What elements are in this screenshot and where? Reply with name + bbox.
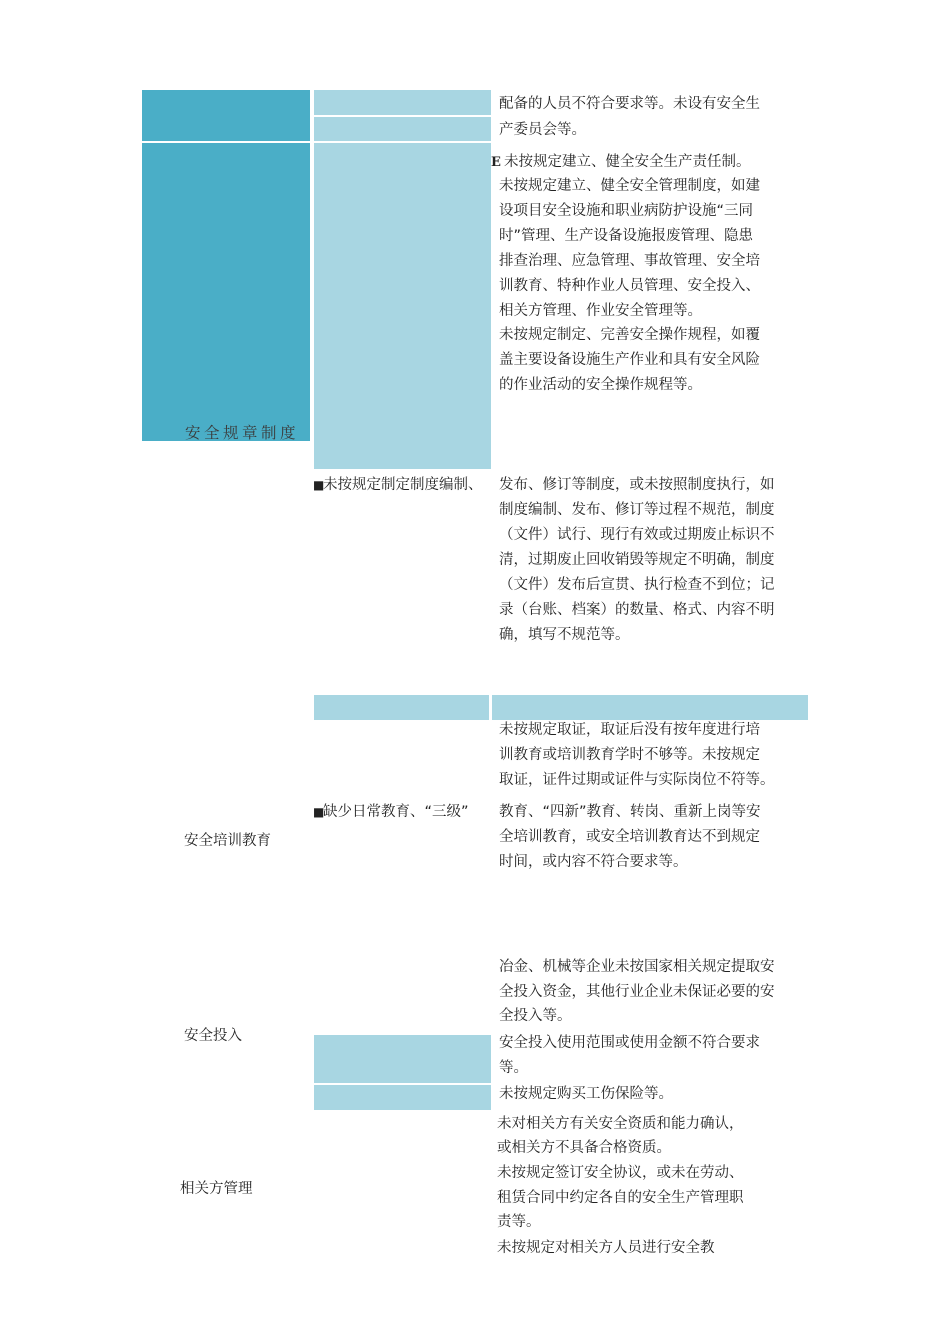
related-item-line: 未按规定签订安全协议，或未在劳动、 — [497, 1165, 744, 1181]
training-item-line: 训教育或培训教育学时不够等。未按规定 — [499, 747, 760, 763]
related-item-line: 未按规定对相关方人员进行安全教 — [497, 1240, 715, 1256]
rules-mid-text: 未按规定制定制度编制、 — [323, 477, 483, 493]
rules-category-cell — [142, 143, 310, 441]
rules-category-cell-top — [142, 90, 310, 141]
training-item-line: 全培训教育，或安全培训教育达不到规定 — [499, 829, 760, 845]
training-header-cell-2 — [492, 695, 808, 720]
related-category-label: 相关方管理 — [180, 1181, 253, 1197]
related-item-line: 未对相关方有关安全资质和能力确认， — [497, 1116, 744, 1132]
investment-item-line: 冶金、机械等企业未按国家相关规定提取安 — [499, 959, 775, 975]
training-item-line: 取证，证件过期或证件与实际岗位不符等。 — [499, 772, 775, 788]
training-item-line: 未按规定取证，取证后没有按年度进行培 — [499, 722, 760, 738]
related-item-line: 或相关方不具备合格资质。 — [497, 1140, 671, 1156]
rules-item-line: 未按规定制定、完善安全操作规程，如覆 — [499, 327, 760, 343]
investment-item-line: 安全投入使用范围或使用金额不符合要求 — [499, 1035, 760, 1051]
training-mid-mark: ■ — [313, 805, 325, 819]
rules-sub-cell-3 — [314, 143, 491, 469]
rules-item-line: 配备的人员不符合要求等。未设有安全生 — [499, 96, 760, 112]
investment-item-line: 全投入等。 — [499, 1008, 572, 1024]
investment-item-line: 未按规定购买工伤保险等。 — [499, 1086, 673, 1102]
training-mid-text: 缺少日常教育、“三级” — [323, 804, 469, 820]
rules-sub-cell-1 — [314, 90, 491, 115]
rules-item-line: 的作业活动的安全操作规程等。 — [499, 377, 702, 393]
rules-more-line: 录（台账、档案）的数量、格式、内容不明 — [499, 602, 775, 618]
investment-category-label: 安全投入 — [184, 1028, 242, 1044]
rules-item-line: 训教育、特种作业人员管理、安全投入、 — [499, 278, 760, 294]
rules-category-label: 安全规章制度 — [185, 424, 300, 442]
rules-more-line: 制度编制、发布、修订等过程不规范，制度 — [499, 502, 775, 518]
rules-more-line: 发布、修订等制度，或未按照制度执行，如 — [499, 477, 775, 493]
investment-item-line: 等。 — [499, 1060, 528, 1076]
rules-item-line: 未按规定建立、健全安全生产责任制。 — [504, 154, 751, 170]
related-item-line: 租赁合同中约定各自的安全生产管理职 — [497, 1190, 744, 1206]
rules-item-line: 盖主要设备设施生产作业和具有安全风险 — [499, 352, 760, 368]
training-item-line: 教育、“四新”教育、转岗、重新上岗等安 — [499, 804, 761, 820]
rules-more-line: （文件）发布后宣贯、执行检查不到位；记 — [499, 577, 775, 593]
investment-item-line: 全投入资金，其他行业企业未保证必要的安 — [499, 984, 775, 1000]
training-item-line: 时间，或内容不符合要求等。 — [499, 854, 688, 870]
rules-item-line: 设项目安全设施和职业病防护设施“三同 — [499, 203, 754, 219]
investment-sub-cell-1 — [314, 1035, 491, 1083]
training-header-cell-1 — [314, 695, 489, 720]
rules-item-line: 排查治理、应急管理、事故管理、安全培 — [499, 253, 760, 269]
rules-more-line: （文件）试行、现行有效或过期废止标识不 — [499, 527, 775, 543]
rules-item-line: 未按规定建立、健全安全管理制度，如建 — [499, 178, 760, 194]
rules-sub-cell-2 — [314, 117, 491, 141]
marker-e: E — [491, 155, 501, 170]
rules-more-line: 清，过期废止回收销毁等规定不明确，制度 — [499, 552, 775, 568]
rules-item-line: 产委员会等。 — [499, 122, 586, 138]
training-category-label: 安全培训教育 — [184, 833, 271, 849]
related-item-line: 责等。 — [497, 1214, 541, 1230]
rules-item-line: 相关方管理、作业安全管理等。 — [499, 303, 702, 319]
rules-more-line: 确，填写不规范等。 — [499, 627, 630, 643]
rules-mid-mark: ■ — [313, 478, 325, 492]
investment-sub-cell-2 — [314, 1085, 491, 1110]
rules-item-line: 时”管理、生产设备设施报废管理、隐患 — [499, 228, 754, 244]
